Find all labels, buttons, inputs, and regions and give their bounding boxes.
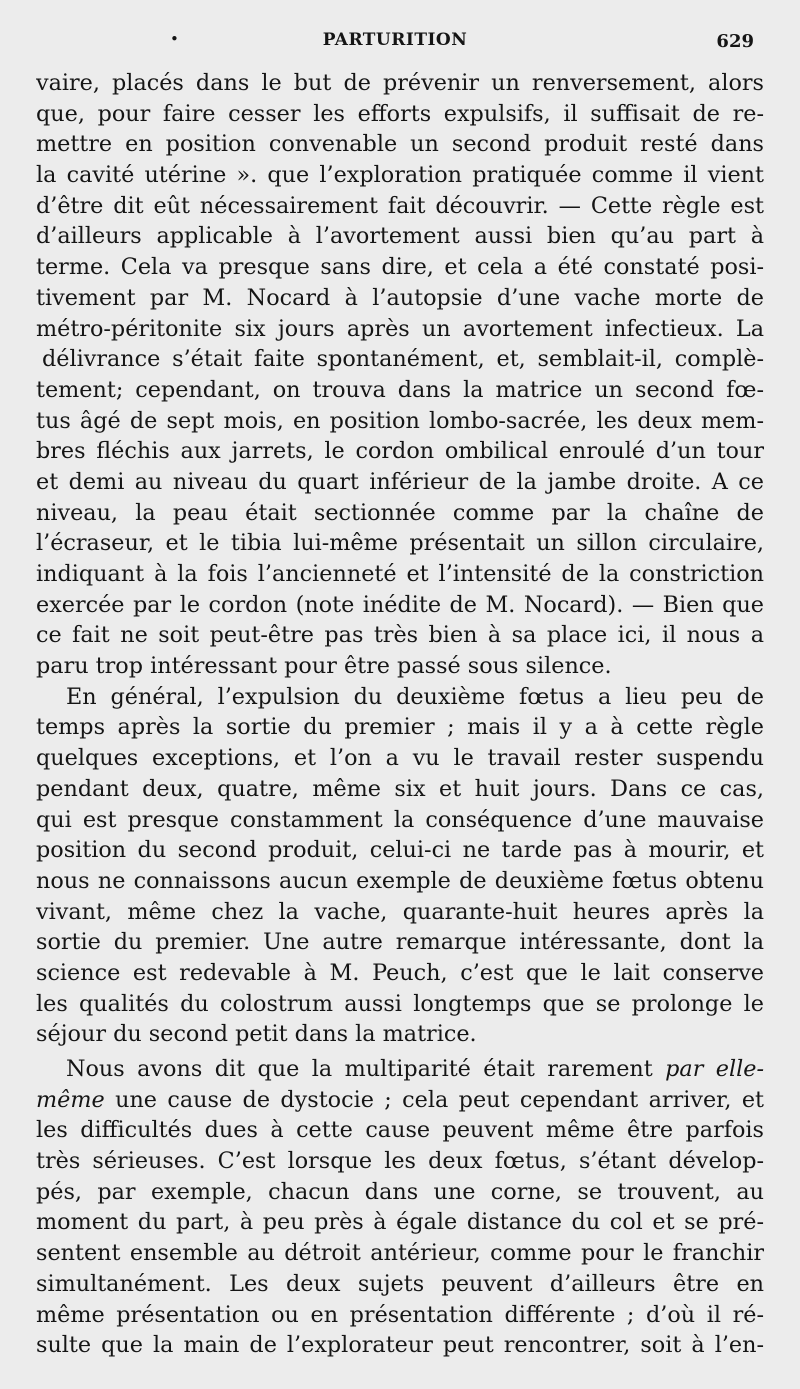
body-text	[36, 68, 764, 1361]
text-line: très sérieuses. C’est lorsque les deux fœtus, s’étant dévelop-	[36, 1148, 764, 1175]
text-line: nous ne connaissons aucun exemple de deuxième fœtus obtenu	[36, 867, 764, 894]
italic-run: même	[36, 1086, 105, 1113]
text-line: vaire, placés dans le but de prévenir un renversement, alors	[36, 70, 764, 96]
italic-run: par elle-	[665, 1056, 764, 1082]
text-line: même présentation ou en présentation différente ; d’où il ré-	[36, 1301, 764, 1328]
text-line: mettre en position convenable un second produit resté dans	[36, 131, 764, 158]
text-line: tus âgé de sept mois, en position lombo-sacrée, les deux mem-	[36, 407, 764, 434]
text-line: métro-péritonite six jours après un avortement infectieux. La	[36, 315, 764, 342]
text-run: une cause de dystocie ; cela peut cependant arriver, et	[115, 1086, 764, 1113]
text-line: pendant deux, quatre, même six et huit jours. Dans ce cas,	[36, 775, 764, 802]
text-line: En général, l’expulsion du deuxième fœtus a lieu peu de	[66, 683, 764, 710]
text-line: terme. Cela va presque sans dire, et cela a été constaté posi-	[36, 254, 764, 281]
text-run: Nous avons dit que la multiparité était rarement	[66, 1056, 653, 1082]
text-line: tivement par M. Nocard à l’autopsie d’une vache morte de	[36, 284, 764, 311]
text-line: pés, par exemple, chacun dans une corne, se trouvent, au	[36, 1178, 764, 1205]
text-line	[36, 1054, 764, 1085]
text-line: les difficultés dues à cette cause peuvent même être parfois	[36, 1117, 764, 1144]
text-line: séjour du second petit dans la matrice.	[36, 1021, 477, 1048]
text-line: délivrance s’était faite spontanément, et, semblait-il, complè-	[42, 346, 764, 373]
text-line: science est redevable à M. Peuch, c’est que le lait conserve	[36, 959, 764, 986]
text-line: quelques exceptions, et l’on a vu le travail rester suspendu	[36, 745, 764, 772]
text-line: simultanément. Les deux sujets peuvent d’ailleurs être en	[36, 1270, 764, 1297]
text-line: position du second produit, celui-ci ne tarde pas à mourir, et	[36, 837, 764, 864]
running-title: PARTURITION	[322, 30, 468, 50]
text-line: sortie du premier. Une autre remarque intéressante, dont la	[36, 929, 764, 956]
text-line: niveau, la peau était sectionnée comme par la chaîne de	[36, 499, 764, 526]
text-line	[36, 1085, 764, 1116]
text-line: les qualités du colostrum aussi longtemps que se prolonge le	[36, 990, 764, 1017]
text-line: vivant, même chez la vache, quarante-huit heures après la	[36, 898, 764, 925]
text-line: d’ailleurs applicable à l’avortement aussi bien qu’au part à	[36, 223, 764, 250]
text-line: temps après la sortie du premier ; mais il y a à cette règle	[36, 714, 764, 741]
text-line: exercée par le cordon (note inédite de M. Nocard). — Bien que	[36, 591, 764, 618]
text-line: d’être dit eût nécessairement fait découvrir. — Cette règle est	[36, 192, 764, 219]
text-line: et demi au niveau du quart inférieur de la jambe droite. A ce	[36, 468, 764, 495]
text-line: tement; cependant, on trouva dans la matrice un second fœ-	[36, 376, 764, 403]
text-line: indiquant à la fois l’ancienneté et l’intensité de la constriction	[36, 561, 764, 587]
text-line: qui est presque constamment la conséquence d’une mauvaise	[36, 806, 764, 833]
text-line: sulte que la main de l’explorateur peut rencontrer, soit à l’en-	[36, 1332, 764, 1359]
page-number: 629	[716, 31, 754, 52]
text-line: l’écraseur, et le tibia lui-même présentait un sillon circulaire,	[36, 530, 764, 557]
text-line: moment du part, à peu près à égale distance du col et se pré-	[36, 1209, 764, 1236]
text-line: que, pour faire cesser les efforts expulsifs, il suffisait de re-	[36, 100, 764, 127]
text-line: ce fait ne soit peut-être pas très bien à sa place ici, il nous a	[36, 622, 764, 649]
header-mark: •	[170, 30, 179, 48]
text-line: bres fléchis aux jarrets, le cordon ombilical enroulé d’un tour	[36, 438, 764, 465]
text-line: la cavité utérine ». que l’exploration pratiquée comme il vient	[36, 162, 764, 189]
running-header	[36, 30, 754, 60]
text-line: sentent ensemble au détroit antérieur, comme pour le franchir	[36, 1240, 764, 1267]
text-line: paru trop intéressant pour être passé sous silence.	[36, 653, 612, 680]
